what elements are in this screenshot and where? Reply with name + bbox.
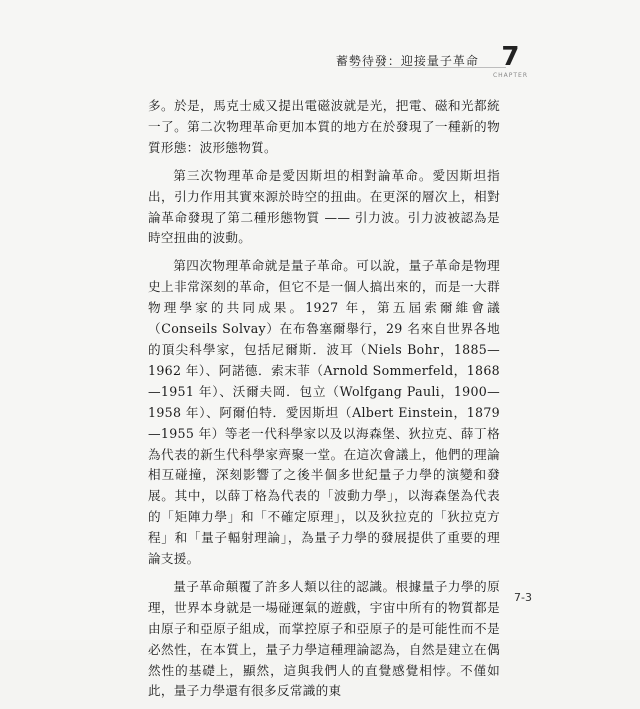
chapter-marker — [493, 44, 528, 79]
page-number: 7-3 — [514, 591, 532, 604]
paragraph-2: 第三次物理革命是愛因斯坦的相對論革命。愛因斯坦指出，引力作用其實來源於時空的扭曲。在更深的層次上，相對論革命發現了第二種形態物質 —— 引力波。引力波被認為是時空扭曲的波動。 — [148, 167, 500, 246]
running-header — [336, 44, 528, 79]
paragraph-3: 第四次物理革命就是量子革命。可以說，量子革命是物理史上非常深刻的革命，但它不是一個人搞出來的，而是一大群物理學家的共同成果。1927 年，第五屆索爾維會議（Conseils Solvay）在布魯塞爾舉行，29 名來自世界各地的頂尖科學家，包括尼爾斯．波耳（Niels Bohr，1885—1962 年）、阿諾德．索末菲（Arnold Sommerfeld，1868—1951 年）、沃爾夫岡．包立（Wolfgang Pauli，1900—1958 年）、阿爾伯特．愛因斯坦（Albert Einstein，1879—1955 年）等老一代科學家以及以海森堡、狄拉克、薛丁格為代表的新生代科學家齊聚一堂。在這次會議上，他們的理論相互碰撞，深刻影響了之後半個多世紀量子力學的演變和發展。其中，以薛丁格為代表的「波動力學」，以海森堡為代表的「矩陣力學」和「不確定原理」，以及狄拉克的「狄拉克方程」和「量子輻射理論」，為量子力學的發展提供了重要的理論支援。 — [148, 258, 500, 567]
chapter-label: CHAPTER — [492, 72, 528, 79]
paragraph-4: 量子革命顛覆了許多人類以往的認識。根據量子力學的原理，世界本身就是一場碰運氣的遊戲，宇宙中所有的物質都是由原子和亞原子組成，而掌控原子和亞原子的是可能性而不是必然性，在本質上，量子力學這種理論認為，自然是建立在偶然性的基礎上，顯然，這與我們人的直覺感覺相悖。不僅如此，量子力學還有很多反常識的東 — [148, 578, 500, 699]
paragraph-1: 多。於是，馬克士威又提出電磁波就是光，把電、磁和光都統一了。第二次物理革命更加本質的地方在於發現了一種新的物質形態：波形態物質。 — [148, 98, 500, 155]
chapter-number: 7 — [501, 42, 520, 72]
chapter-title: 蓄勢待發：迎接量子革命 — [335, 54, 479, 68]
header-divider — [352, 67, 506, 68]
body-text — [148, 96, 500, 709]
